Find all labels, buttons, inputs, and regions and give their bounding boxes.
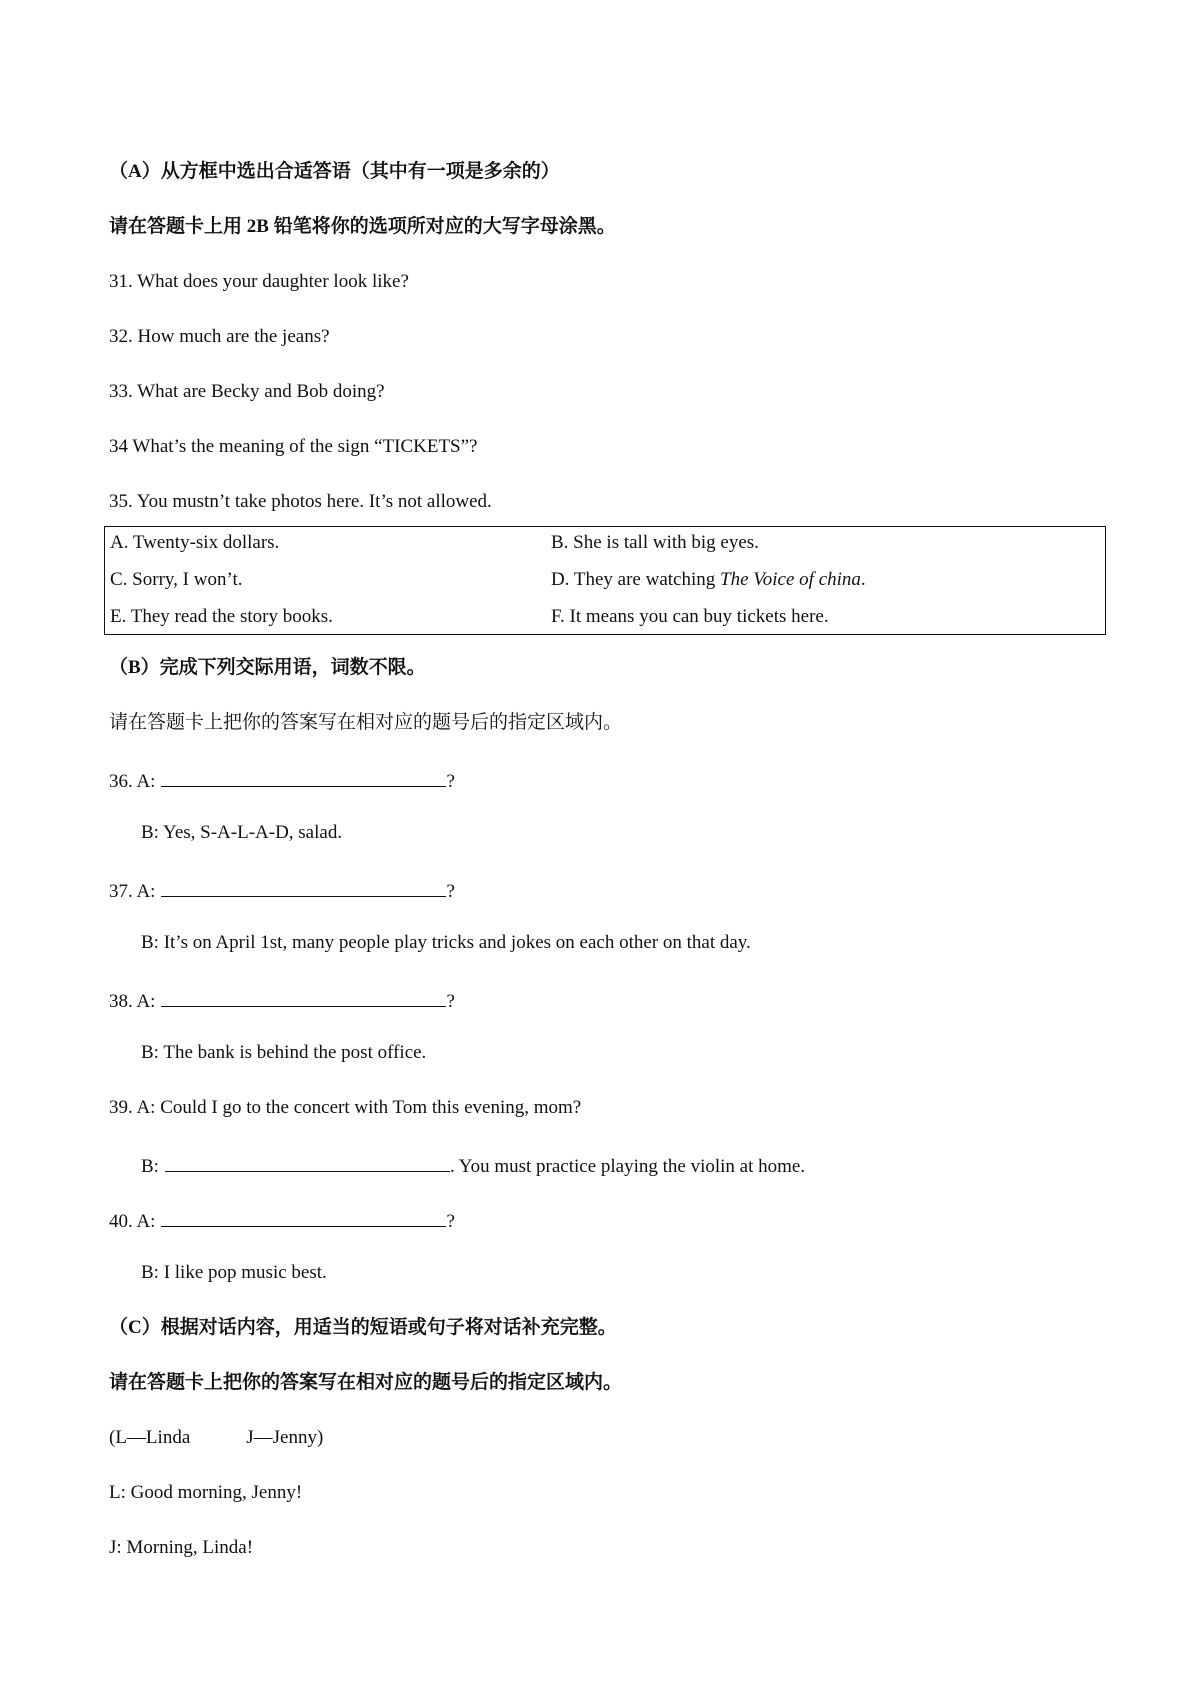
question-number: 40. A: — [109, 1211, 156, 1232]
answer-40: B: I like pop music best. — [141, 1262, 327, 1283]
answer-blank[interactable] — [161, 986, 446, 1007]
option-f: F. It means you can buy tickets here. — [551, 606, 829, 627]
question-33: 33. What are Becky and Bob doing? — [109, 381, 385, 402]
question-39: 39. A: Could I go to the concert with Tom this evening, mom? — [109, 1097, 582, 1118]
section-a-instruction — [109, 215, 616, 239]
option-b: B. She is tall with big eyes. — [551, 532, 759, 553]
dialog-line: L: Good morning, Jenny! — [109, 1482, 303, 1503]
question-32: 32. How much are the jeans? — [109, 326, 330, 347]
question-35: 35. You mustn’t take photos here. It’s not allowed. — [109, 491, 492, 512]
question-34: 34 What’s the meaning of the sign “TICKETS”? — [109, 436, 478, 457]
section-c-heading: （C）根据对话内容，用适当的短语或句子将对话补充完整。 — [109, 1317, 617, 1338]
answer-blank[interactable] — [161, 766, 446, 787]
question-mark: ? — [446, 881, 455, 902]
section-c-instruction: 请在答题卡上把你的答案写在相对应的题号后的指定区域内。 — [109, 1372, 623, 1393]
option-e: E. They read the story books. — [110, 606, 333, 627]
section-a-heading: （A）从方框中选出合适答语（其中有一项是多余的） — [109, 161, 560, 182]
instruction-text: 铅笔将你的选项所对应的大写字母涂黑。 — [268, 216, 616, 237]
option-d-text: D. They are watching — [551, 569, 721, 590]
question-number: 36. A: — [109, 771, 156, 792]
option-a: A. Twenty-six dollars. — [110, 532, 280, 553]
answer-blank[interactable] — [161, 876, 446, 897]
answer-37: B: It’s on April 1st, many people play tricks and jokes on each other on that day. — [141, 932, 751, 953]
answer-38: B: The bank is behind the post office. — [141, 1042, 427, 1063]
question-36 — [109, 766, 455, 794]
answer-39 — [141, 1151, 805, 1179]
option-c: C. Sorry, I won’t. — [110, 569, 243, 590]
roles-line — [109, 1426, 323, 1450]
instruction-text: 请在答题卡上用 — [109, 216, 247, 237]
section-b-instruction: 请在答题卡上把你的答案写在相对应的题号后的指定区域内。 — [109, 712, 623, 733]
question-mark: ? — [446, 991, 455, 1012]
role-jenny: J—Jenny) — [246, 1427, 324, 1448]
answer-blank[interactable] — [161, 1206, 446, 1227]
option-d — [551, 568, 866, 592]
dialog-line: J: Morning, Linda! — [109, 1537, 254, 1558]
section-b-heading: （B）完成下列交际用语，词数不限。 — [109, 657, 426, 678]
question-38 — [109, 986, 455, 1014]
question-37 — [109, 876, 455, 904]
option-d-title: The Voice of china — [720, 569, 861, 590]
answer-blank[interactable] — [165, 1151, 450, 1172]
option-d-end: . — [860, 569, 866, 590]
question-number: 37. A: — [109, 881, 156, 902]
question-number: 38. A: — [109, 991, 156, 1012]
answer-36: B: Yes, S-A-L-A-D, salad. — [141, 822, 343, 843]
question-mark: ? — [446, 1211, 455, 1232]
question-31: 31. What does your daughter look like? — [109, 271, 409, 292]
question-40 — [109, 1206, 455, 1234]
answer-39-rest: . You must practice playing the violin at home. — [449, 1156, 806, 1177]
instruction-text: 2B — [246, 216, 269, 237]
speaker-label: B: — [141, 1156, 159, 1177]
options-box — [104, 526, 1106, 635]
question-mark: ? — [446, 771, 455, 792]
role-linda: (L—Linda — [109, 1427, 191, 1448]
